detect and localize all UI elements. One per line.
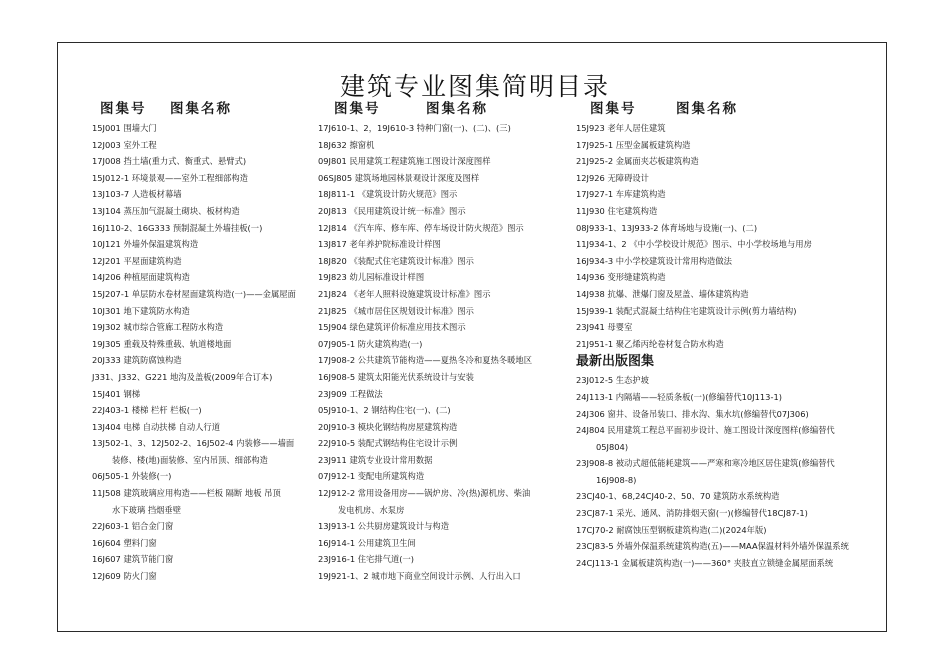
column-2 bbox=[318, 98, 576, 585]
list-item-text: 16J607 建筑节能门窗 bbox=[92, 554, 174, 565]
new-releases-heading: 最新出版图集 bbox=[576, 354, 655, 370]
list-item bbox=[318, 236, 576, 253]
list-item-text: 13J104 蒸压加气混凝土砌块、板材构造 bbox=[92, 205, 240, 216]
list-item bbox=[576, 170, 866, 187]
list-item bbox=[92, 468, 322, 485]
list-item bbox=[92, 153, 322, 170]
list-item-text: 20J813 《民用建筑设计统一标准》图示 bbox=[318, 205, 466, 216]
list-item-text: 19J302 城市综合管廊工程防水构造 bbox=[92, 322, 224, 333]
list-item-text: 11J508 建筑玻璃应用构造——栏板 隔断 地板 吊顶 bbox=[92, 488, 281, 499]
list-item bbox=[318, 452, 576, 469]
list-item bbox=[92, 236, 322, 253]
list-item-text: 17J008 挡土墙(重力式、衡重式、悬臂式) bbox=[92, 156, 247, 167]
list-item-text: 15J401 钢梯 bbox=[92, 388, 141, 399]
list-item bbox=[576, 220, 866, 237]
column-header bbox=[92, 98, 322, 120]
list-item bbox=[92, 253, 322, 270]
list-item-text: 13J502-1、3、12J502-2、16J502-4 内装修——墙面 bbox=[92, 438, 295, 449]
list-item bbox=[92, 120, 322, 137]
list-item-text: 18J811-1 《建筑设计防火规范》图示 bbox=[318, 189, 458, 200]
list-item-text: 24J306 窗井、设备吊装口、排水沟、集水坑(修编替代07J306) bbox=[576, 408, 809, 419]
list-item-text: 16J908-5 建筑太阳能光伏系统设计与安装 bbox=[318, 371, 474, 382]
list-item bbox=[318, 269, 576, 286]
list-item-text: 22J603-1 铝合金门窗 bbox=[92, 521, 174, 532]
list-item-text: 23J911 建筑专业设计常用数据 bbox=[318, 454, 433, 465]
list-item-text: 16J934-3 中小学校建筑设计常用构造做法 bbox=[576, 255, 732, 266]
list-item bbox=[576, 253, 866, 270]
list-item bbox=[318, 220, 576, 237]
list-item bbox=[576, 455, 866, 488]
list-item bbox=[92, 419, 322, 436]
list-item-text: 15J012-1 环境景观——室外工程细部构造 bbox=[92, 172, 248, 183]
list-item bbox=[318, 402, 576, 419]
list-item-text: 12J814 《汽车库、修车库、停车场设计防火规范》图示 bbox=[318, 222, 524, 233]
list-item bbox=[92, 319, 322, 336]
list-item-text: 20J333 建筑防腐蚀构造 bbox=[92, 355, 182, 366]
list-item bbox=[318, 568, 576, 585]
list-item-text: 12J926 无障碍设计 bbox=[576, 172, 649, 183]
list-item bbox=[576, 186, 866, 203]
header-code: 图集号 bbox=[100, 101, 147, 117]
list-item bbox=[318, 435, 576, 452]
list-item bbox=[576, 555, 866, 572]
list-item-text: 24J113-1 内隔墙——轻质条板(一)(修编替代10J113-1) bbox=[576, 391, 782, 402]
list-item bbox=[318, 319, 576, 336]
list-item bbox=[92, 485, 322, 518]
list-item bbox=[318, 137, 576, 154]
list-item bbox=[576, 319, 866, 336]
new-atlas-list bbox=[576, 372, 866, 571]
list-item-continuation: 水下玻璃 挡烟垂壁 bbox=[112, 504, 182, 515]
list-item bbox=[92, 336, 322, 353]
list-item bbox=[576, 538, 866, 555]
list-item-text: 14J206 种植屋面建筑构造 bbox=[92, 272, 190, 283]
list-item-text: 09J801 民用建筑工程建筑施工图设计深度图样 bbox=[318, 156, 491, 167]
list-item bbox=[576, 505, 866, 522]
list-item-text: 06SJ805 建筑场地园林景观设计深度及图样 bbox=[318, 172, 480, 183]
header-name: 图集名称 bbox=[426, 101, 488, 117]
list-item bbox=[92, 551, 322, 568]
list-item-text: 12J201 平屋面建筑构造 bbox=[92, 255, 182, 266]
list-item-text: 16J914-1 公用建筑卫生间 bbox=[318, 537, 416, 548]
list-item bbox=[92, 568, 322, 585]
list-item bbox=[318, 186, 576, 203]
list-item bbox=[318, 203, 576, 220]
list-item-text: 24J804 民用建筑工程总平面初步设计、施工图设计深度图样(修编替代 bbox=[576, 425, 835, 436]
list-item-text: 19J305 重载及特殊重载、轨道楼地面 bbox=[92, 338, 232, 349]
list-item-text: 15J923 老年人居住建筑 bbox=[576, 123, 666, 133]
list-item bbox=[318, 369, 576, 386]
list-item bbox=[318, 303, 576, 320]
list-item-text: 17J925-1 压型金属板建筑构造 bbox=[576, 139, 691, 150]
list-item-text: 11J934-1、2 《中小学校设计规范》图示、中小学校场地与用房 bbox=[576, 239, 812, 250]
atlas-list bbox=[92, 120, 322, 585]
list-item bbox=[576, 336, 866, 353]
list-item-text: 23CJ40-1、68,24CJ40-2、50、70 建筑防水系统构造 bbox=[576, 491, 780, 502]
list-item bbox=[576, 269, 866, 286]
atlas-list bbox=[576, 120, 866, 352]
list-item-text: 14J936 变形缝建筑构造 bbox=[576, 272, 666, 283]
list-item-text: 18J632 擦窗机 bbox=[318, 139, 375, 150]
list-item bbox=[576, 422, 866, 455]
list-item-text: 23J941 母婴室 bbox=[576, 322, 633, 333]
list-item-text: 19J823 幼儿园标准设计样图 bbox=[318, 272, 425, 283]
list-item bbox=[92, 303, 322, 320]
list-item-text: 21J925-2 金属面夹芯板建筑构造 bbox=[576, 156, 699, 167]
list-item bbox=[318, 170, 576, 187]
list-item-text: 06J505-1 外装修(一) bbox=[92, 471, 172, 482]
list-item-text: 17CJ70-2 耐腐蚀压型钢板建筑构造(二)(2024年版) bbox=[576, 524, 767, 535]
list-item bbox=[92, 369, 322, 386]
list-item-text: 17J610-1、2，19J610-3 特种门窗(一)、(二)、(三) bbox=[318, 123, 511, 133]
column-3 bbox=[576, 98, 866, 571]
list-item-text: 19J921-1、2 城市地下商业空间设计示例、人行出入口 bbox=[318, 571, 521, 582]
list-item-text: 20J910-3 模块化钢结构房屋建筑构造 bbox=[318, 421, 458, 432]
list-item-text: 23J908-8 被动式超低能耗建筑——严寒和寒冷地区居住建筑(修编替代 bbox=[576, 458, 835, 469]
page-title: 建筑专业图集简明目录 bbox=[339, 72, 610, 101]
list-item-text: 15J939-1 装配式混凝土结构住宅建筑设计示例(剪力墙结构) bbox=[576, 305, 797, 316]
list-item bbox=[576, 203, 866, 220]
header-name: 图集名称 bbox=[676, 101, 738, 117]
list-item-text: 11J930 住宅建筑构造 bbox=[576, 205, 658, 216]
list-item bbox=[576, 303, 866, 320]
list-item-text: 23J909 工程做法 bbox=[318, 388, 383, 399]
list-item-text: 15J207-1 单层防水卷材屋面建筑构造(一)——金属屋面 bbox=[92, 288, 296, 299]
list-item-text: 18J820 《装配式住宅建筑设计标准》图示 bbox=[318, 255, 474, 266]
list-item bbox=[576, 522, 866, 539]
list-item-text: 10J121 外墙外保温建筑构造 bbox=[92, 239, 199, 250]
list-item bbox=[576, 389, 866, 406]
list-item-text: 15J001 围墙大门 bbox=[92, 123, 157, 133]
list-item bbox=[318, 551, 576, 568]
list-item bbox=[92, 220, 322, 237]
list-item-text: 21J824 《老年人照料设施建筑设计标准》图示 bbox=[318, 288, 491, 299]
list-item-text: 13J817 老年养护院标准设计样图 bbox=[318, 239, 441, 250]
list-item bbox=[92, 386, 322, 403]
list-item-text: 15J904 绿色建筑评价标准应用技术图示 bbox=[318, 322, 466, 333]
list-item-text: 21J951-1 聚乙烯丙纶卷材复合防水构造 bbox=[576, 338, 724, 349]
list-item-continuation: 发电机房、水泵房 bbox=[338, 504, 405, 515]
list-item bbox=[92, 269, 322, 286]
list-item bbox=[92, 435, 322, 468]
header-name: 图集名称 bbox=[170, 101, 232, 117]
column-1 bbox=[92, 98, 322, 585]
list-item-text: 13J404 电梯 自动扶梯 自动人行道 bbox=[92, 421, 221, 432]
list-item bbox=[92, 170, 322, 187]
list-item bbox=[318, 352, 576, 369]
list-item bbox=[576, 286, 866, 303]
list-item-text: 13J913-1 公共厨房建筑设计与构造 bbox=[318, 521, 450, 532]
list-item-text: 05J910-1、2 钢结构住宅(一)、(二) bbox=[318, 405, 451, 416]
list-item-text: 17J927-1 车库建筑构造 bbox=[576, 189, 666, 200]
list-item bbox=[318, 419, 576, 436]
list-item-text: 17J908-2 公共建筑节能构造——夏热冬冷和夏热冬暖地区 bbox=[318, 355, 532, 366]
column-header bbox=[318, 98, 576, 120]
list-item bbox=[92, 535, 322, 552]
list-item-text: 21J825 《城市居住区规划设计标准》图示 bbox=[318, 305, 474, 316]
list-item-text: 23J012-5 生态护坡 bbox=[576, 375, 649, 386]
list-item bbox=[92, 286, 322, 303]
list-item-text: 12J912-2 常用设备用房——锅炉房、冷(热)源机房、柴油 bbox=[318, 488, 531, 499]
list-item bbox=[318, 468, 576, 485]
list-item-text: 10J301 地下建筑防水构造 bbox=[92, 305, 190, 316]
list-item bbox=[318, 153, 576, 170]
list-item bbox=[318, 286, 576, 303]
list-item bbox=[576, 137, 866, 154]
list-item bbox=[318, 518, 576, 535]
list-item-text: 22J910-5 装配式钢结构住宅设计示例 bbox=[318, 438, 458, 449]
list-item-text: 24CJ113-1 金属板建筑构造(一)——360° 夹肢直立锁缝金属屋面系统 bbox=[576, 557, 834, 568]
atlas-list bbox=[318, 120, 576, 585]
list-item bbox=[318, 485, 576, 518]
list-item bbox=[318, 120, 576, 137]
list-item bbox=[92, 402, 322, 419]
list-item-text: 23CJ83-5 外墙外保温系统建筑构造(五)——MAA保温材料外墙外保温系统 bbox=[576, 541, 849, 552]
list-item bbox=[92, 518, 322, 535]
list-item-text: 08J933-1、13J933-2 体育场地与设施(一)、(二) bbox=[576, 222, 758, 233]
header-code: 图集号 bbox=[334, 101, 381, 117]
list-item bbox=[576, 406, 866, 423]
list-item bbox=[92, 352, 322, 369]
list-item-text: 23J916-1 住宅排气道(一) bbox=[318, 554, 415, 565]
list-item-text: 14J938 抗爆、泄爆门窗及屋盖、墙体建筑构造 bbox=[576, 288, 749, 299]
list-item-text: 07J912-1 变配电所建筑构造 bbox=[318, 471, 425, 482]
list-item-text: 07J905-1 防火建筑构造(一) bbox=[318, 338, 423, 349]
list-item-text: 22J403-1 楼梯 栏杆 栏板(一) bbox=[92, 405, 202, 416]
list-item bbox=[92, 186, 322, 203]
list-item-text: 16J110-2、16G333 预制混凝土外墙挂板(一) bbox=[92, 222, 263, 233]
list-item-continuation: 05J804) bbox=[596, 441, 629, 452]
list-item bbox=[576, 153, 866, 170]
list-item-continuation: 16J908-8) bbox=[596, 474, 637, 485]
list-item-text: 12J609 防火门窗 bbox=[92, 571, 157, 582]
list-item bbox=[318, 336, 576, 353]
list-item bbox=[318, 253, 576, 270]
list-item bbox=[92, 203, 322, 220]
list-item-text: 13J103-7 人造板材幕墙 bbox=[92, 189, 182, 200]
list-item-text: J331、J332、G221 地沟及盖板(2009年合订本) bbox=[92, 371, 273, 382]
list-item bbox=[318, 386, 576, 403]
list-item-text: 16J604 塑料门窗 bbox=[92, 537, 157, 548]
list-item bbox=[576, 236, 866, 253]
list-item bbox=[576, 120, 866, 137]
list-item bbox=[92, 137, 322, 154]
list-item-continuation: 装修、楼(地)面装修、室内吊顶、细部构造 bbox=[112, 454, 268, 465]
list-item bbox=[318, 535, 576, 552]
list-item bbox=[576, 488, 866, 505]
header-code: 图集号 bbox=[590, 101, 637, 117]
list-item-text: 23CJ87-1 采光、通风、消防排烟天窗(一)(修编替代18CJ87-1) bbox=[576, 508, 808, 519]
list-item-text: 12J003 室外工程 bbox=[92, 139, 157, 150]
list-item bbox=[576, 372, 866, 389]
column-header bbox=[576, 98, 866, 120]
